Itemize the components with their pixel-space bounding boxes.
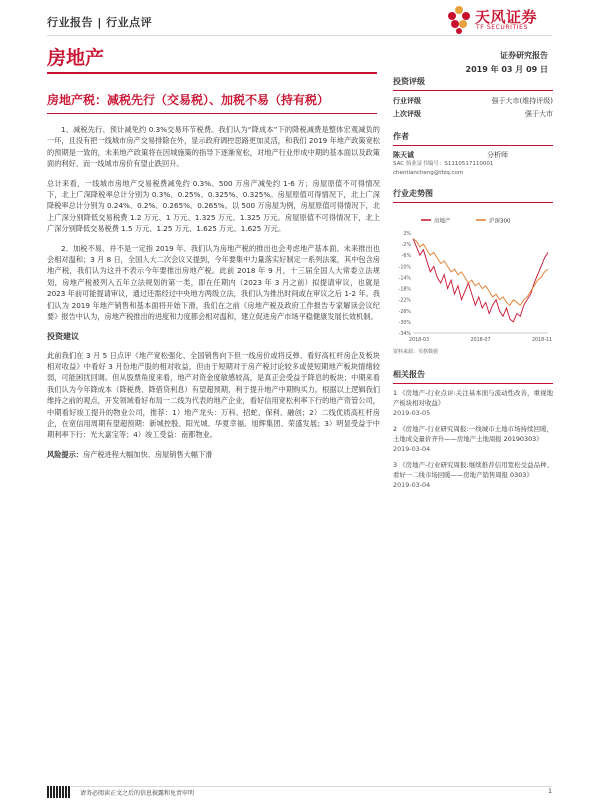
y-tick-label: -2% <box>401 243 411 249</box>
body-paragraph-3: 2、加税不易、并不是一定指 2019 年、我们认为房地产税的推出也会考虑地产基本面、未来推出也会相对温和；3 月 8 日，全国人大二次会议又提到，今年要集中力量落实好制定一系列法案，其中包含房地产税，我们认为这并不表示今年要推出房地产税。此前 2018 年 9 月，十三届全国人大常委立法规划，房地产税被列入五年立法规划的第一类，即在任期内（2023 年 3 月之前）拟提请审议，也就是 2023 年前可能提请审议，通过还需经过中央地方两级立法，我们认为推出时间或在审议之后 1-2 年。我们认为 2019 年地产销售和基本面将开始下滑，我们在之前《房地产税及政府工作报告专家解读会议纪要》报告中认为，房地产税推出的进度和力度都会相对温和，建立促进房产市场平稳健康发展长效机制。 <box>47 243 380 322</box>
report-category-tag: 行业报告 | 行业点评 <box>47 16 153 29</box>
related-report-item[interactable] <box>393 388 553 418</box>
main-body <box>47 124 380 460</box>
header-divider <box>47 35 552 36</box>
rating-label: 行业评级 <box>393 97 421 105</box>
related-report-item[interactable] <box>393 460 553 490</box>
invest-advice-heading: 投资建议 <box>47 331 79 341</box>
series-line <box>413 239 548 306</box>
body-paragraph-4: 此前我们在 3 月 5 日点评《地产宽松强化、全国销售向下但一线房价或将反弹、看好高杠杆房企及板块相对收益》中看好 3 月份地产股的相对收益，但由于短期对于房产税讨论较多或使短期地产板块情绪较弱，可能困扰回调。但从股票角度来看，地产对资金度敏感较高，是真正会受益于降息的板块；中期来看我们认为今年降成本（降税费、降借贷利息）有望超预期，利于提升地产中期购买力。根据以上逻辑我们维持之前的观点，开发领域看好布局一二线为代表的地产企业，看好信用宽松利率下行的地产资管公司，中期看好竣工提升的物业公司，推荐：1）地产龙头：万科、招蛇、保利、融创；2）二线优质高杠杆房企，在宽信用周期有望超预期：新城控股、阳光城、华夏幸福、旭辉集团、荣盛发展；3）明显受益于中期利率下行：光大嘉宝等；4）竣工受益：南都物业。 <box>47 350 380 440</box>
related-reports-heading: 相关报告 <box>393 369 553 384</box>
legend-label: 房地产 <box>434 218 451 225</box>
related-reports-list <box>393 388 553 490</box>
chart-source: 资料来源：贝格数据 <box>393 349 439 355</box>
y-tick-label: -30% <box>398 320 411 326</box>
related-report-title: 2 《房地产-行业研究周报:一线城市土地市场持续回暖，土地成交量价齐升——房地产土地周报 20190303》 <box>393 425 553 443</box>
author-block <box>393 150 508 160</box>
related-report-title: 3 《房地产-行业研究周报:继续推荐信用宽松受益品种、看好一二线市场回暖——房地产销售周报 0303》 <box>393 461 553 479</box>
risk-warning <box>47 449 380 460</box>
author-name: 陈天诚 <box>393 151 414 159</box>
footer-disclaimer: 请务必阅读正文之后的信息披露和免责申明 <box>80 790 195 797</box>
prev-rating-value: 强于大市 <box>525 110 553 118</box>
rating-heading: 投资评级 <box>393 76 553 91</box>
footer-divider <box>47 786 552 787</box>
rating-row-current <box>393 95 553 108</box>
body-paragraph-2: 总计来看，一线城市房地产交易税费减免约 0.3%、500 万房产减免约 1-6 万；房屋原值不可得情况下，北上广深降税率总计分别为 0.3%、0.25%、0.325%、0.325%。房屋原值可得情况下，北上广深降税率总计分别为 0.24%、0.2%、0.265%、0.265%。以 500 万房屋为例，房屋原值可得情况下，北上广深分别降低交易税费 1.2 万元、1 万元、1.325 万元、1.325 万元。房屋原值不可得情况下，北上广深分别降低交易税费 1.5 万元、1.25 万元、1.625 万元、1.625 万元。 <box>47 178 380 234</box>
y-tick-label: -14% <box>398 276 411 282</box>
y-tick-label: 2% <box>403 232 411 237</box>
prev-rating-label: 上次评级 <box>393 110 421 118</box>
y-tick-label: -10% <box>398 265 411 271</box>
y-tick-label: -26% <box>398 309 411 315</box>
author-title: 分析师 <box>487 151 508 159</box>
company-logo <box>445 4 555 36</box>
barcode-icon <box>47 786 71 798</box>
related-report-date: 2019-03-04 <box>393 445 431 453</box>
author-heading: 作者 <box>393 131 553 146</box>
x-tick-label: 2018-11 <box>531 338 553 343</box>
risk-text: 房产税进程大幅加快、房屋销售大幅下滑 <box>82 449 213 459</box>
logo-text-cn: 天风证券 <box>475 8 538 26</box>
author-email[interactable]: chentiancheng@tfzq.com <box>393 170 464 176</box>
author-sac: SAC 执业证书编号：S1110517110001 <box>393 161 494 167</box>
x-tick-label: 2018-07 <box>470 338 491 343</box>
related-report-date: 2019-03-05 <box>393 409 431 417</box>
trend-chart-svg <box>393 211 553 346</box>
y-tick-label: -18% <box>398 287 411 293</box>
legend-label: 沪深300 <box>489 218 511 225</box>
page-number: 1 <box>548 788 552 795</box>
sidebar <box>393 76 553 496</box>
report-type: 证券研究报告 <box>500 51 548 60</box>
body-paragraph-1: 1、减税先行、预计减免约 0.3%交易环节税费。我们认为“降成本”下的降税减费是整体宏观减负的一环，且没有把一线城市房产交易排除在外，显示政府调控思路更加灵活，和我们 2019 年地产政策宽松的预期是一致的，未来地产政策将在因城施策的指导下逐渐宽松，对地产行业形成中期的基本面以及政策面的利好、而一线城市房价有望止跌回升。 <box>47 125 380 169</box>
logo-text-en: TF SECURITIES <box>476 24 528 31</box>
report-headline: 房地产税：减税先行（交易税）、加税不易（持有税） <box>47 93 330 107</box>
trend-chart <box>393 211 553 346</box>
headline-divider <box>47 113 377 114</box>
x-tick-label: 2018-03 <box>408 338 430 343</box>
report-date: 2019 年 03 月 09 日 <box>465 65 548 74</box>
rating-row-previous <box>393 108 553 121</box>
y-tick-label: -34% <box>398 332 411 337</box>
sector-title: 房地产 <box>47 47 105 69</box>
risk-label: 风险提示： <box>47 449 83 459</box>
sector-divider <box>47 72 377 74</box>
series-line <box>413 239 548 322</box>
related-report-item[interactable] <box>393 424 553 454</box>
related-report-title: 1 《房地产-行业点评:关注基本面与流动性改善，重视地产板块相对收益》 <box>393 389 553 407</box>
logo-flower-icon <box>445 4 473 34</box>
trend-chart-heading: 行业走势图 <box>393 188 553 203</box>
y-tick-label: -22% <box>398 298 411 304</box>
y-tick-label: -6% <box>401 254 411 260</box>
related-report-date: 2019-03-04 <box>393 481 431 489</box>
rating-value: 强于大市(维持评级) <box>491 97 553 105</box>
